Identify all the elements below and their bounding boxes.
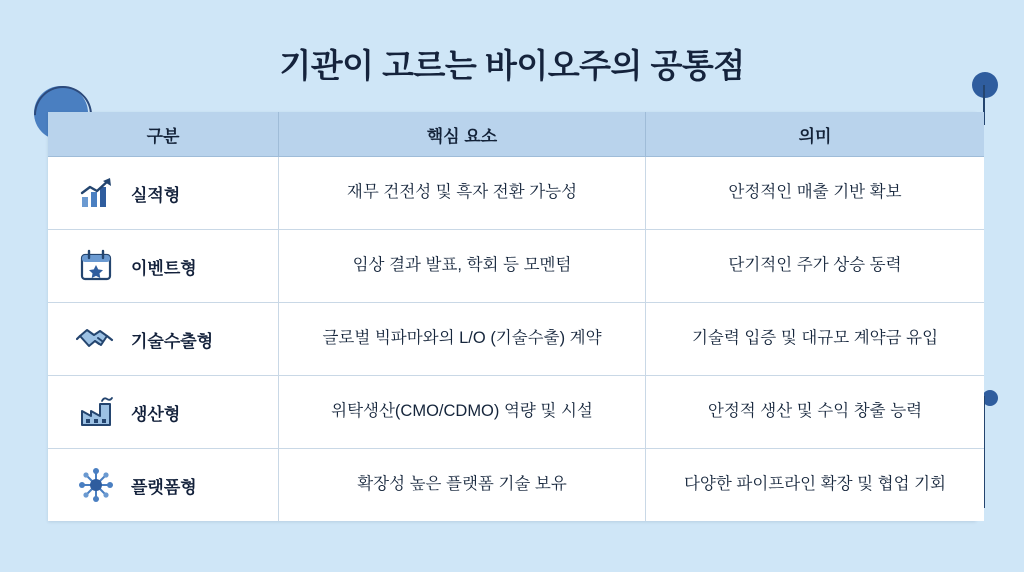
table-row <box>48 230 984 303</box>
type-cell <box>48 376 279 449</box>
type-cell <box>48 449 279 522</box>
comparison-table <box>48 112 976 521</box>
chart-growth-icon <box>75 172 117 214</box>
table-row <box>48 157 984 230</box>
calendar-star-icon <box>75 245 117 287</box>
key-factor-text: 재무 건전성 및 흑자 전환 가능성 <box>346 183 578 202</box>
type-cell <box>48 230 279 303</box>
meaning-text: 기술력 입증 및 대규모 계약금 유입 <box>691 329 939 348</box>
table-row <box>48 303 984 376</box>
key-factor-cell <box>279 449 646 522</box>
type-cell <box>48 303 279 376</box>
column-header-key-factor: 핵심 요소 <box>279 112 646 157</box>
page-title: 기관이 고르는 바이오주의 공통점 <box>279 47 745 84</box>
network-node-icon <box>75 464 117 506</box>
key-factor-cell <box>279 376 646 449</box>
table-header-row <box>48 112 984 157</box>
table-row <box>48 376 984 449</box>
type-label: 생산형 <box>131 404 181 424</box>
meaning-cell <box>646 303 985 376</box>
column-header-type: 구분 <box>48 112 279 157</box>
key-factor-text: 확장성 높은 플랫폼 기술 보유 <box>357 475 567 494</box>
type-label: 기술수출형 <box>131 331 214 351</box>
meaning-cell <box>646 376 985 449</box>
meaning-text: 단기적인 주가 상승 동력 <box>728 256 902 275</box>
type-label: 이벤트형 <box>131 258 197 278</box>
meaning-text: 안정적 생산 및 수익 창출 능력 <box>707 402 923 421</box>
factory-icon <box>75 391 117 433</box>
meaning-cell <box>646 157 985 230</box>
meaning-cell <box>646 230 985 303</box>
column-header-meaning: 의미 <box>646 112 985 157</box>
key-factor-cell <box>279 230 646 303</box>
key-factor-text: 임상 결과 발표, 학회 등 모멘텀 <box>352 256 572 275</box>
type-label: 실적형 <box>131 185 181 205</box>
table-row <box>48 449 984 522</box>
meaning-text: 안정적인 매출 기반 확보 <box>728 183 902 202</box>
type-label: 플랫폼형 <box>131 477 197 497</box>
meaning-text: 다양한 파이프라인 확장 및 협업 기회 <box>683 475 946 494</box>
key-factor-cell <box>279 303 646 376</box>
type-cell <box>48 157 279 230</box>
meaning-cell <box>646 449 985 522</box>
decorative-dot-bottom-right <box>982 390 998 406</box>
key-factor-text: 글로벌 빅파마와의 L/O (기술수출) 계약 <box>322 329 602 348</box>
key-factor-cell <box>279 157 646 230</box>
key-factor-text: 위탁생산(CMO/CDMO) 역량 및 시설 <box>331 402 593 421</box>
handshake-icon <box>75 318 117 360</box>
